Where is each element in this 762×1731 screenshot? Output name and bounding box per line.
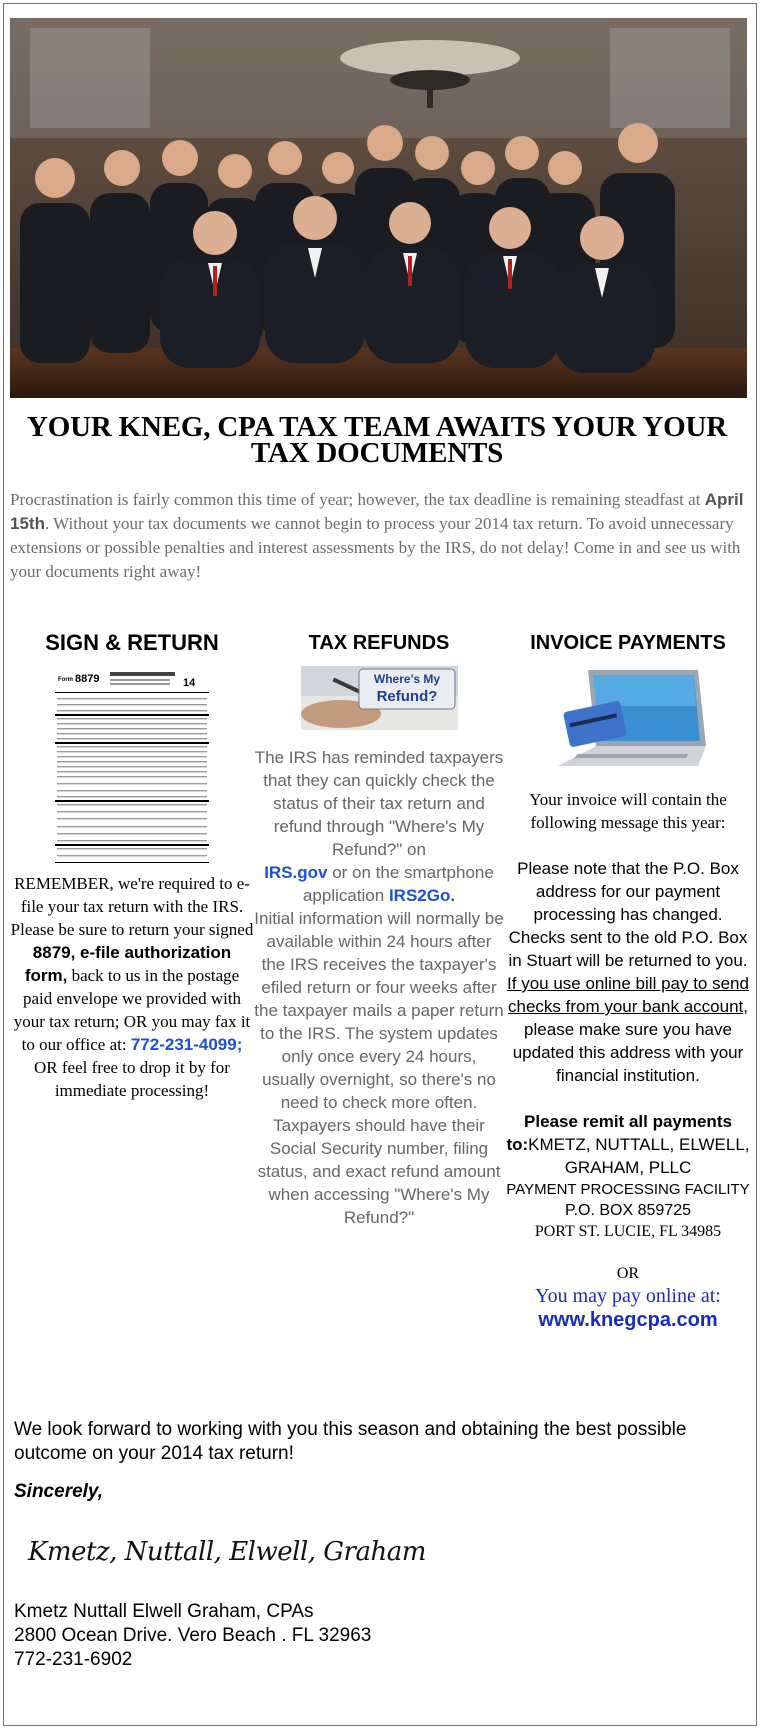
invoice-note-1: Please note that the P.O. Box address for our payment processing has changed. Checks sent to the old P.O. Box in Stuart will be returned to you. [508,859,748,970]
wheres-my-refund-image [301,666,458,730]
refunds-text-1: The IRS has reminded taxpayers that they can quickly check the status of their tax return and refund through "Where's My Refund?" on [254,748,504,859]
sign-text-3: OR feel free to drop it by for immediate processing! [34,1058,230,1100]
intro-text-2: . Without your tax documents we cannot begin to process your 2014 tax return. To avoid unnecessary extensions or possible penalties and interest assessments by the IRS, do not delay! Come in and see us with your documents right away! [10,514,741,581]
remit-block [504,1110,752,1179]
tax-refunds-title: TAX REFUNDS [308,632,450,654]
sign-text-1: REMEMBER, we're required to e-file your tax return with the IRS. Please be sure to return your signed [10,874,254,939]
deadline: April 15th [10,490,744,533]
website-link[interactable]: www.knegcpa.com [538,1309,718,1331]
tax-refunds-column [254,630,504,1229]
address-block [14,1600,371,1672]
or-separator: OR [616,1265,640,1282]
sign-return-title: SIGN & RETURN [45,630,219,655]
sign-return-text [10,872,254,1102]
form-number: 8879 [75,673,100,685]
payment-facility: PAYMENT PROCESSING FACILITY [506,1181,750,1198]
irs2go-link[interactable]: IRS2Go. [388,886,456,905]
sincerely: Sincerely, [14,1481,104,1502]
form-8879-image [55,668,209,866]
signature-text: Kmetz, Nuttall, Elwell, Graham [28,1537,426,1567]
invoice-note-2: , please make sure you have updated this address with your financial institution. [512,997,748,1085]
team-photo-illustration [10,18,747,398]
refund-image-line-1: Where's My [373,672,440,686]
fax-number[interactable]: 772-231-4099; [130,1035,243,1054]
headline: YOUR KNEG, CPA TAX TEAM AWAITS YOUR YOUR TAX DOCUMENTS [27,411,727,469]
svg-text:Form: Form [58,677,73,683]
invoice-payments-column [504,630,752,1332]
tax-refunds-text [254,746,504,1229]
sign-return-column [10,630,254,1102]
online-bill-pay-link[interactable]: If you use online bill pay to send checks from your bank account [507,974,749,1016]
remit-name: KMETZ, NUTTALL, ELWELL, GRAHAM, PLLC [528,1135,750,1177]
refunds-text-3: Initial information will normally be available within 24 hours after the IRS receives the taxpayer's efiled return or four weeks after the taxpayer mails a paper return to the IRS. The system updates only once every 24 hours, usually overnight, so there's no need to check more often. Taxpayers should have their Social Security number, filing status, and exact refund amount when accessing "Where's My Refund?" [254,909,504,1227]
firm-name: Kmetz Nuttall Elwell Graham, CPAs [14,1601,314,1622]
invoice-payments-title: INVOICE PAYMENTS [530,632,726,654]
refund-image-line-2: Refund? [376,688,437,705]
signature-image [26,1520,426,1580]
form-year: 14 [183,677,196,689]
irs-gov-link[interactable]: IRS.gov [264,863,328,882]
intro-text-1: Procrastination is fairly common this time of year; however, the tax deadline is remaining steadfast at [10,490,705,509]
remit-bold: Please remit all payments to: [506,1112,732,1154]
po-box: P.O. BOX 859725 [564,1202,691,1219]
refunds-text-2: or on the smartphone application [302,863,494,905]
team-photo [10,18,747,398]
laptop-credit-card-image [548,666,708,776]
pay-online-label: You may pay online at: [535,1285,721,1307]
closing-text: We look forward to working with you this season and obtaining the best possible outcome on your 2014 tax return! [14,1419,687,1464]
city-state-zip: PORT ST. LUCIE, FL 34985 [534,1223,722,1240]
sign-text-2: back to us in the postage paid envelope we provided with your tax return; OR you may fax it to our office at: [13,966,251,1054]
invoice-intro: Your invoice will contain the following message this year: [529,790,727,832]
intro-paragraph [10,488,746,584]
invoice-note [504,857,752,1087]
street-address: 2800 Ocean Drive. Vero Beach . FL 32963 [14,1625,372,1646]
phone-number[interactable]: 772-231-6902 [14,1649,133,1670]
form-8879-bold: 8879, e-file authorization form, [24,943,232,985]
